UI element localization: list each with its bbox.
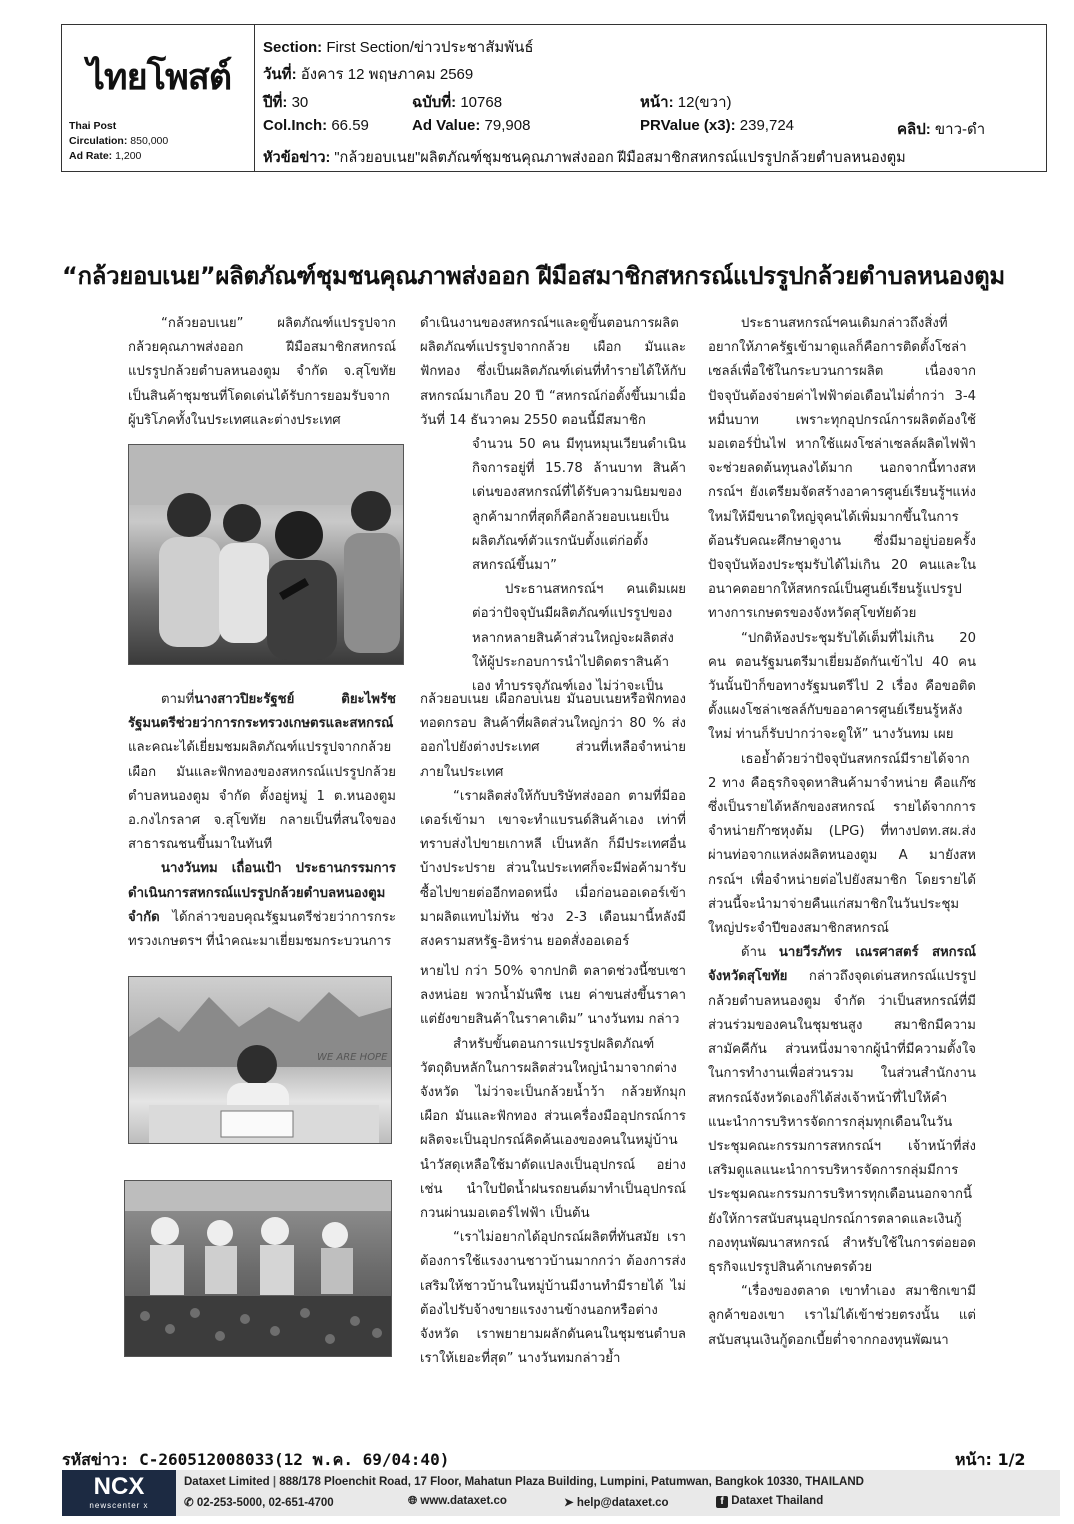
col2-paragraph-3: “เราผลิตส่งให้กับบริษัทส่งออก ตามที่มีออเดอร์เข้ามา เขาจะทำแบรนด์สินค้าเอง เท่าที่ทราบส่งไปขายเกาหลี เป็นหลัก ก็มีประเทศอื่นบ้างประปราย ส่วนในประเทศก็จะมีพ่อค้ามารับซื้อไปขายต่ออีกทอดหนึ่ง เมื่อก่อนออเดอร์เข้ามาผลิตแทบไม่ทัน ช่วง 2-3 เดือนมานี้หลังมีสงครามสหรัฐ-อิหร่าน ยอดสั่งออเดอร์ (420, 788, 686, 950)
photo-minister-meeting-graphic (129, 445, 404, 665)
globe-icon: 🌐︎ (408, 1495, 418, 1507)
column-2-indented (472, 433, 686, 699)
circulation-label: Circulation: (69, 135, 128, 147)
pub-name: Thai Post (69, 120, 117, 132)
page-number-value: 1/2 (997, 1450, 1026, 1469)
company-name: Dataxet Limited (184, 1476, 270, 1488)
issue-line: ฉบับที่: 10768 (412, 94, 503, 111)
issue-value: 10768 (460, 94, 503, 111)
facebook-icon: f (716, 1496, 728, 1508)
column-2-top (420, 312, 686, 433)
photo-minister-meeting (128, 444, 404, 665)
facebook-link[interactable]: Dataxet Thailand (731, 1495, 824, 1507)
date-value: อังคาร 12 พฤษภาคม 2569 (300, 66, 474, 83)
ncx-logo-text: NCX (93, 1473, 145, 1500)
page-number: หน้า: 1/2 (955, 1450, 1026, 1469)
ncx-logo (62, 1470, 176, 1516)
footer-facebook[interactable] (716, 1495, 823, 1508)
col3-paragraph-2: “ปกติห้องประชุมรับได้เต็มที่ไม่เกิน 20 คน ตอนรัฐมนตรีมาเยี่ยมอัดกันเข้าไป 40 คน วันนั้นป้าก็ขอทางรัฐมนตรีไป 2 เรื่อง คือขอติดตั้งแผงโซล่าเซลล์กับขออาคารศูนย์เรียนรู้หลังใหม่ ท่านก็รับปากว่าจะดูให้” นางวันทม เผย (708, 630, 976, 743)
column-1-middle (128, 688, 396, 954)
column-2-bottom (420, 960, 686, 1371)
col2-paragraph-4: สำหรับขั้นตอนการแปรรูปผลิตภัณฑ์วัตถุดิบหลักในการผลิตส่วนใหญ่นำมาจากต่างจังหวัด ไม่ว่าจะเป็นกล้วยน้ำว้า กล้วยหักมุก เผือก มันและฟักทอง ส่วนเครื่องมืออุปกรณ์การผลิตจะเป็นอุปกรณ์คิดค้นเองของคนในหมู่บ้าน นำวัสดุเหลือใช้มาดัดแปลงเป็นอุปกรณ์ อย่างเช่น นำใบปัดน้ำฝนรถยนต์มาทำเป็นอุปกรณ์กวนผ่านมอเตอร์ไฟฟ้า เป็นต้น (420, 1036, 686, 1222)
minister-name: นางสาวปิยะรัฐชย์ ติยะไพรัช รัฐมนตรีช่วยว่าการกระทรวงเกษตรและสหกรณ์ (128, 692, 396, 732)
provincial-officer-name: นายวีรภัทร เณรศาสตร์ สหกรณ์จังหวัดสุโขทัย (708, 945, 976, 985)
advalue-value: 79,908 (484, 117, 531, 134)
photo-sign-text: WE ARE HOPE (317, 1052, 388, 1063)
footer-email[interactable] (564, 1495, 669, 1509)
chairwoman-name: นางวันทม เถื่อนเป้า ประธานกรรมการดำเนินการสหกรณ์แปรรูปกล้วยตำบลหนองตูม จำกัด (128, 861, 396, 925)
col3-paragraph-1: ประธานสหกรณ์ฯคนเดิมกล่าวถึงสิ่งที่อยากให้ภาครัฐเข้ามาดูแลก็คือการติดตั้งโซล่าเซลล์เพื่อใช้ในกระบวนการผลิต เนื่องจากปัจจุบันต้องจ่ายค่าไฟฟ้าต่อเดือนไม่ต่ำกว่า 3-4 หมื่นบาท เพราะทุกอุปกรณ์การผลิตต้องใช้มอเตอร์ปั่นไฟ หากใช้แผงโซล่าเซลล์ผลิตไฟฟ้าจะช่วยลดต้นทุนลงได้มาก นอกจากนี้ทางสหกรณ์ฯ ยังเตรียมจัดสร้างอาคารศูนย์เรียนรู้ฯแห่งใหม่ให้มีขนาดใหญ่จุคนได้เพิ่มมากขึ้นในการต้อนรับคณะศึกษาดูงาน ซึ่งมีมาอยู่บ่อยครั้ง ปัจจุบันห้องประชุมรับได้ไม่เกิน 20 คนและในอนาคตอยากให้สหกรณ์เป็นศูนย์เรียนรู้แปรรูปทางการเกษตรของจังหวัดสุโขทัยด้วย (708, 316, 976, 622)
colinch-value: 66.59 (331, 117, 369, 134)
pub-info (69, 120, 168, 162)
column-1-top (128, 312, 396, 433)
col2-paragraph-3b: หายไป กว่า 50% จากปกติ ตลาดช่วงนี้ซบเซาลงหน่อย พวกน้ำมันพืช เนย ค่าขนส่งขึ้นราคาแต่ยังขายสินค้าในราคาเดิม” นางวันทม กล่าว (420, 964, 686, 1028)
ncx-logo-subtext: newscenter x (89, 1501, 149, 1510)
website-link[interactable]: www.dataxet.co (420, 1495, 507, 1507)
col3-paragraph-4: ด้าน นายวีรภัทร เณรศาสตร์ สหกรณ์จังหวัดสุโขทัย กล่าวถึงจุดเด่นสหกรณ์แปรรูปกล้วยตำบลหนองตูม จำกัด ว่าเป็นสหกรณ์ที่มีส่วนร่วมของคนในชุมชนสูง สมาชิกมีความสามัคคีกัน ส่วนหนึ่งมาจากผู้นำที่มีความตั้งใจในการทำงานเพื่อส่วนรวม ในส่วนสำนักงานสหกรณ์จังหวัดเองก็ได้ส่งเจ้าหน้าที่ไปให้คำแนะนำการบริหารจัดการกลุ่มทุกเดือนในวันประชุมคณะกรรมการสหกรณ์ฯ เจ้าหน้าที่ส่งเสริมดูแลแนะนำการบริหารจัดการกลุ่มมีการประชุมคณะกรรมการบริหารทุกเดือนนอกจากนี้ยังให้การสนับสนุนอุปกรณ์การตลาดและเงินกู้กองทุนพัฒนาสหกรณ์ สำหรับใช้ในการต่อยอดธุรกิจแปรรูปสินค้าเกษตรด้วย (708, 945, 976, 1275)
clip-value: ขาว-ดำ (934, 121, 986, 138)
page-line: หน้า: 12(ขวา) (640, 94, 732, 111)
col2-paragraph-1: ดำเนินงานของสหกรณ์ฯและดูขั้นตอนการผลิตผลิตภัณฑ์แปรรูปจากกล้วย เผือก มันและฟักทอง ซึ่งเป็นผลิตภัณฑ์เด่นที่ทำรายได้ให้กับสหกรณ์มาเกือบ 20 ปี “สหกรณ์ก่อตั้งขึ้นมาเมื่อวันที่ 14 ธันวาคม 2550 ตอนนี้มีสมาชิก (420, 316, 686, 428)
send-icon: ➤ (564, 1497, 574, 1509)
column-3 (708, 312, 976, 1353)
footer-contact-line (184, 1495, 334, 1509)
page-value: 12(ขวา) (677, 94, 732, 111)
date-line: วันที่: อังคาร 12 พฤษภาคม 2569 (263, 66, 474, 83)
circulation-value: 850,000 (130, 135, 169, 147)
col1-paragraph-3: นางวันทม เถื่อนเป้า ประธานกรรมการดำเนินการสหกรณ์แปรรูปกล้วยตำบลหนองตูม จำกัด ได้กล่าวขอบคุณรัฐมนตรีช่วยว่าการกระทรวงเกษตรฯ ที่นำคณะมาเยี่ยมชมกระบวนการ (128, 861, 396, 950)
column-2-middle (420, 688, 686, 954)
news-code: รหัสข่าว: C-260512008033(12 พ.ค. 69/04:40) (62, 1450, 450, 1469)
section-value: First Section/ข่าวประชาสัมพันธ์ (326, 39, 534, 56)
col2-paragraph-1b: จำนวน 50 คน มีทุนหมุนเวียนดำเนินกิจการอยู่ที่ 15.78 ล้านบาท สินค้าเด่นของสหกรณ์ที่ได้รับความนิยมของลูกค้ามากที่สุดก็คือกล้วยอบเนยเป็นผลิตภัณฑ์ตัวแรกนับตั้งแต่ก่อตั้งสหกรณ์ขึ้นมา” (472, 437, 686, 574)
advalue-line: Ad Value: 79,908 (412, 117, 531, 134)
photo-production-line (124, 1180, 392, 1357)
topic-line: หัวข้อข่าว: "กล้วยอบเนย"ผลิตภัณฑ์ชุมชนคุณภาพส่งออก ฝีมือสมาชิกสหกรณ์แปรรูปกล้วยตำบลหนองตูม (263, 150, 906, 166)
topic-value: "กล้วยอบเนย"ผลิตภัณฑ์ชุมชนคุณภาพส่งออก ฝีมือสมาชิกสหกรณ์แปรรูปกล้วยตำบลหนองตูม (334, 150, 906, 166)
header-divider (254, 24, 255, 172)
company-address: 888/178 Ploenchit Road, 17 Floor, Mahatun Plaza Building, Lumpini, Patumwan, Bangkok 10330, THAILAND (279, 1476, 864, 1488)
col1-paragraph-2: ตามที่นางสาวปิยะรัฐชย์ ติยะไพรัช รัฐมนตรีช่วยว่าการกระทรวงเกษตรและสหกรณ์ และคณะได้เยี่ยมชมผลิตภัณฑ์แปรรูปจากกล้วย เผือก มันและฟักทองของสหกรณ์แปรรูปกล้วยตำบลหนองตูม จำกัด ตั้งอยู่หมู่ 1 ต.หนองตูม อ.กงไกรลาศ จ.สุโขทัย กลายเป็นที่สนใจของสาธารณชนขึ้นมาในทันที (128, 692, 396, 853)
year-value: 30 (291, 94, 309, 111)
adrate-label: Ad Rate: (69, 150, 113, 162)
prvalue-line: PRValue (x3): 239,724 (640, 117, 795, 134)
year-line: ปีที่: 30 (263, 94, 309, 111)
newspaper-logo: ไทยโพสต์ (86, 57, 232, 98)
section-line: Section: First Section/ข่าวประชาสัมพันธ์ (263, 39, 534, 56)
article-headline: “กล้วยอบเนย”ผลิตภัณฑ์ชุมชนคุณภาพส่งออก ฝีมือสมาชิกสหกรณ์แปรรูปกล้วยตำบลหนองตูม (62, 262, 1005, 290)
photo-president-table (128, 976, 392, 1144)
prvalue-value: 239,724 (739, 117, 795, 134)
clip-line: คลิป: ขาว-ดำ (897, 121, 986, 138)
col2-paragraph-5: “เราไม่อยากได้อุปกรณ์ผลิตที่ทันสมัย เราต้องการใช้แรงงานชาวบ้านมากกว่า ต้องการส่งเสริมให้ชาวบ้านในหมู่บ้านมีงานทำมีรายได้ ไม่ต้องไปรับจ้างขายแรงงานข้างนอกหรือต่างจังหวัด เราพยายามผลักดันคนในชุมชนตำบลเราให้เยอะที่สุด” นางวันทมกล่าวย้ำ (420, 1230, 686, 1367)
photo-production-line-graphic (125, 1181, 392, 1357)
colinch-line: Col.Inch: 66.59 (263, 117, 369, 134)
footer-web[interactable] (408, 1495, 507, 1508)
col1-paragraph-1: “กล้วยอบเนย” ผลิตภัณฑ์แปรรูปจากกล้วยคุณภาพส่งออก ฝีมือสมาชิกสหกรณ์แปรรูปกล้วยตำบลหนองตูม จำกัด จ.สุโขทัย เป็นสินค้าชุมชนที่โดดเด่นได้รับการยอมรับจากผู้บริโภคทั้งในประเทศและต่างประเทศ (128, 316, 396, 428)
news-code-value: C-260512008033(12 พ.ค. 69/04:40) (139, 1450, 450, 1469)
adrate-value: 1,200 (115, 150, 142, 162)
phone-icon: ✆ (184, 1497, 194, 1509)
email-link[interactable]: help@dataxet.co (576, 1497, 669, 1509)
col2-paragraph-2: ประธานสหกรณ์ฯ คนเดิมเผยต่อว่าปัจจุบันมีผลิตภัณฑ์แปรรูปของหลากหลายสินค้าส่วนใหญ่จะผลิตส่งให้ผู้ประกอบการนำไปติดตราสินค้าเอง ทำบรรจุภัณฑ์เอง ไม่ว่าจะเป็น (472, 582, 686, 695)
col2-paragraph-2b: กล้วยอบเนย เผือกอบเนย มันอบเนยหรือฟักทองทอดกรอบ สินค้าที่ผลิตส่วนใหญ่กว่า 80 % ส่งออกไปยังต่างประเทศ ส่วนที่เหลือจำหน่ายภายในประเทศ (420, 692, 686, 780)
col3-paragraph-5: “เรื่องของตลาด เขาทำเอง สมาชิกเขามีลูกค้าของเขา เราไม่ได้เข้าช่วยตรงนั้น แต่สนับสนุนเงินกู้ดอกเบี้ยต่ำจากกองทุนพัฒนา (708, 1284, 976, 1348)
col3-paragraph-3: เธอย้ำด้วยว่าปัจจุบันสหกรณ์มีรายได้จาก 2 ทาง คือธุรกิจจุดหาสินค้ามาจำหน่าย คือแก๊ซ ซึ่งเป็นรายได้หลักของสหกรณ์ รายได้จากการจำหน่ายก๊าซหุงต้ม (LPG) ที่ทางปตท.สผ.ส่งผ่านท่อจากแหล่งผลิตหนองตูม A มายังสหกรณ์ฯ เพื่อจำหน่ายต่อไปยังสมาชิก โดยรายได้ส่วนนี้จะนำมาจ่ายคืนแก่สมาชิกในวันประชุมใหญ่ประจำปีของสมาชิกสหกรณ์ (708, 751, 976, 937)
phone-numbers: 02-253-5000, 02-651-4700 (196, 1497, 334, 1509)
footer-company-line: Dataxet Limited | 888/178 Ploenchit Road, 17 Floor, Mahatun Plaza Building, Lumpini, Patumwan, Bangkok 10330, THAILAND (184, 1476, 864, 1488)
